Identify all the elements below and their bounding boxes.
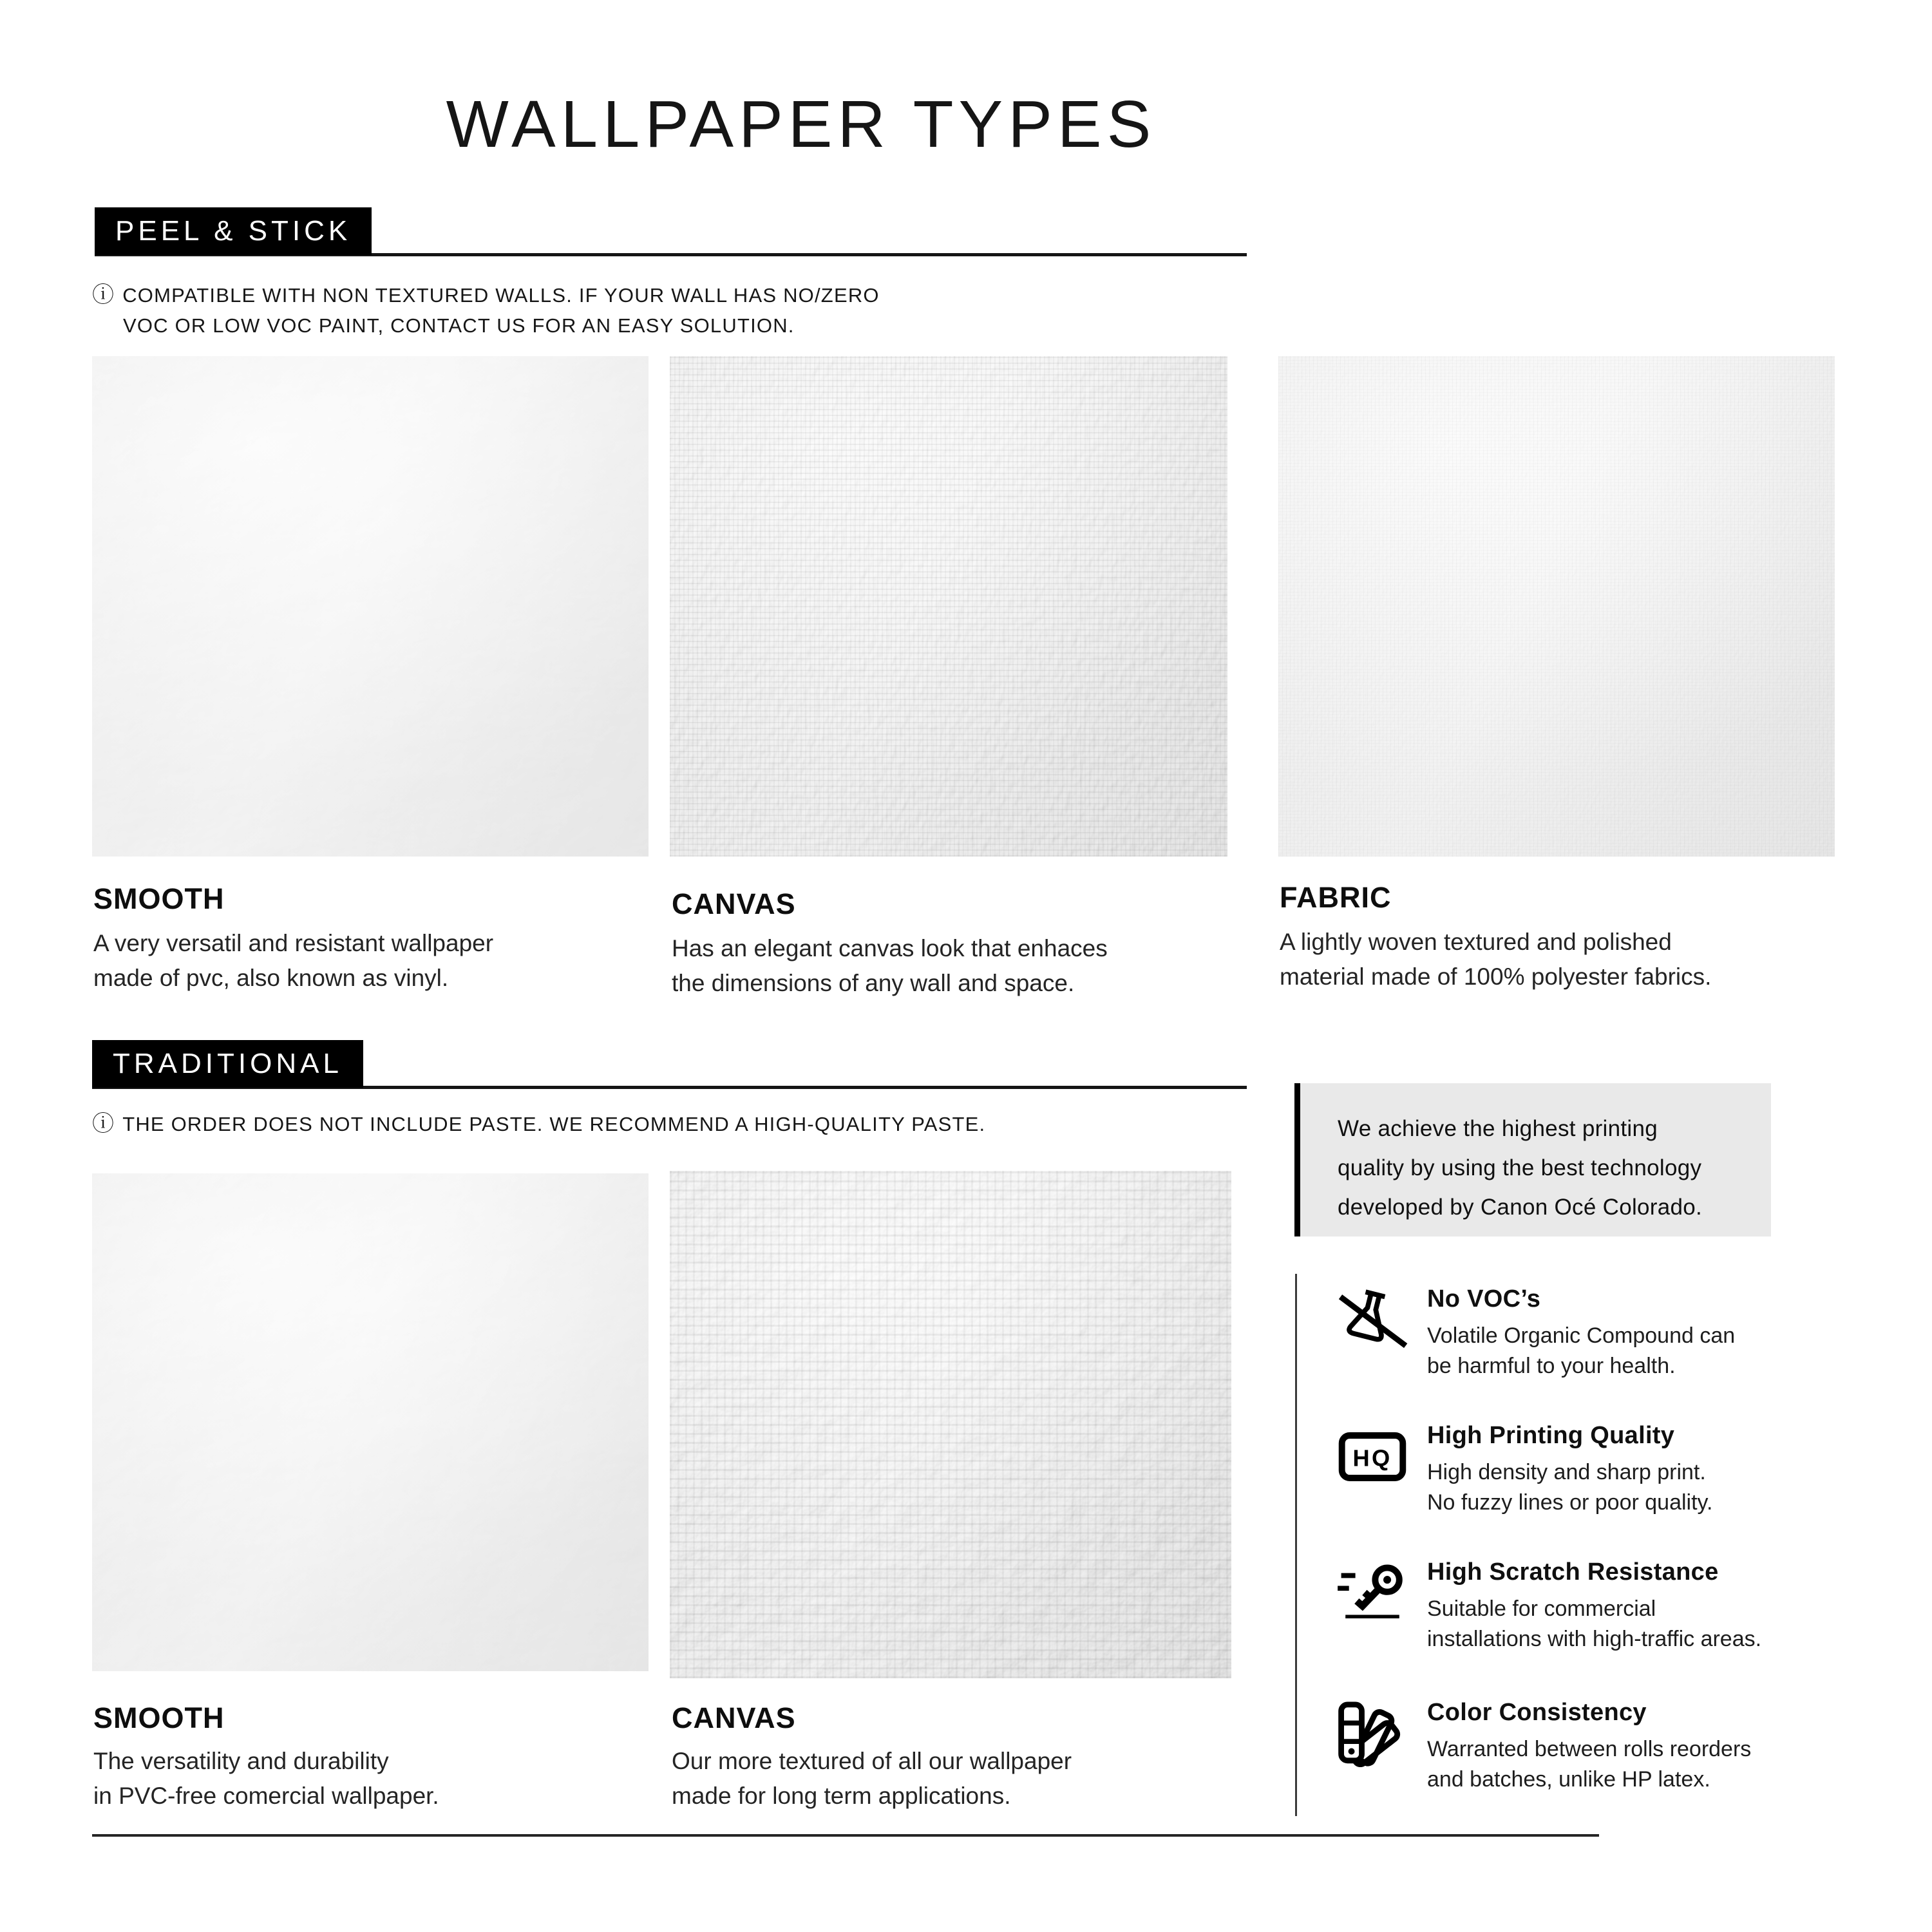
no-voc-flask-icon	[1337, 1287, 1408, 1354]
smooth-texture-image	[92, 1173, 649, 1671]
card-title-canvas: CANVAS	[672, 887, 796, 920]
key-scratch-icon	[1337, 1560, 1408, 1627]
page-title: WALLPAPER TYPES	[446, 87, 1157, 161]
feature-color-consistency	[1328, 1699, 1914, 1795]
feature-description: Suitable for commercial installations with high-traffic areas.	[1427, 1596, 1762, 1651]
feature-title: Color Consistency	[1427, 1699, 1647, 1726]
bottom-rule	[92, 1834, 1599, 1837]
peel-stick-note	[92, 280, 880, 341]
card-desc-canvas: Has an elegant canvas look that enhaces the dimensions of any wall and space.	[672, 935, 1108, 996]
card-desc-canvas: Our more textured of all our wallpaper made for long term applications.	[672, 1748, 1072, 1809]
feature-high-printing-quality	[1328, 1422, 1914, 1518]
card-desc-fabric: A lightly woven textured and polished material made of 100% polyester fabrics.	[1280, 929, 1712, 990]
section-label-peel-and-stick	[95, 207, 372, 255]
note-line: COMPATIBLE WITH NON TEXTURED WALLS. IF YOUR WALL HAS NO/ZERO	[122, 284, 880, 307]
coarse-canvas-texture-image	[670, 1171, 1231, 1678]
swatch-peel-canvas	[670, 356, 1227, 857]
info-icon: ⓘ	[92, 283, 115, 307]
swatch-peel-fabric	[1278, 356, 1835, 857]
card-desc-smooth: The versatility and durability in PVC-free comercial wallpaper.	[93, 1748, 439, 1809]
smooth-texture-image	[92, 356, 649, 857]
printing-quality-note: We achieve the highest printing quality by using the best technology developed by Canon Océ Colorado.	[1300, 1083, 1771, 1236]
section-label-traditional	[92, 1040, 363, 1088]
info-icon: ⓘ	[92, 1112, 115, 1136]
swatch-traditional-canvas	[670, 1171, 1231, 1678]
quality-note-accent-bar	[1294, 1083, 1300, 1236]
swatch-peel-smooth	[92, 356, 649, 857]
card-title-smooth: SMOOTH	[93, 1701, 225, 1734]
color-swatches-icon	[1337, 1700, 1408, 1767]
feature-description: Warranted between rolls reorders and batches, unlike HP latex.	[1427, 1737, 1752, 1792]
feature-title: High Scratch Resistance	[1427, 1558, 1719, 1586]
traditional-note	[92, 1109, 985, 1139]
card-title-canvas: CANVAS	[672, 1701, 796, 1734]
feature-title: No VOC’s	[1427, 1285, 1541, 1312]
card-title-smooth: SMOOTH	[93, 882, 225, 915]
feature-description: High density and sharp print. No fuzzy lines or poor quality.	[1427, 1460, 1713, 1515]
section-label-text: PEEL & STICK	[115, 215, 352, 247]
section-label-text: TRADITIONAL	[113, 1048, 343, 1079]
hq-badge-icon	[1337, 1423, 1408, 1490]
note-line: VOC OR LOW VOC PAINT, CONTACT US FOR AN EASY SOLUTION.	[123, 314, 795, 337]
note-line: THE ORDER DOES NOT INCLUDE PASTE. WE RECOMMEND A HIGH-QUALITY PASTE.	[122, 1113, 986, 1135]
swatch-traditional-smooth	[92, 1173, 649, 1671]
feature-no-voc	[1328, 1285, 1914, 1381]
feature-description: Volatile Organic Compound can be harmful to your health.	[1427, 1323, 1736, 1378]
feature-high-scratch-resistance	[1328, 1558, 1914, 1654]
card-desc-smooth: A very versatil and resistant wallpaper made of pvc, also known as vinyl.	[93, 930, 494, 991]
features-divider-line	[1295, 1274, 1297, 1816]
card-title-fabric: FABRIC	[1280, 881, 1392, 914]
canvas-texture-image	[670, 356, 1227, 857]
feature-title: High Printing Quality	[1427, 1422, 1675, 1449]
svg-text:HQ: HQ	[1352, 1444, 1392, 1472]
fabric-texture-image	[1278, 356, 1835, 857]
